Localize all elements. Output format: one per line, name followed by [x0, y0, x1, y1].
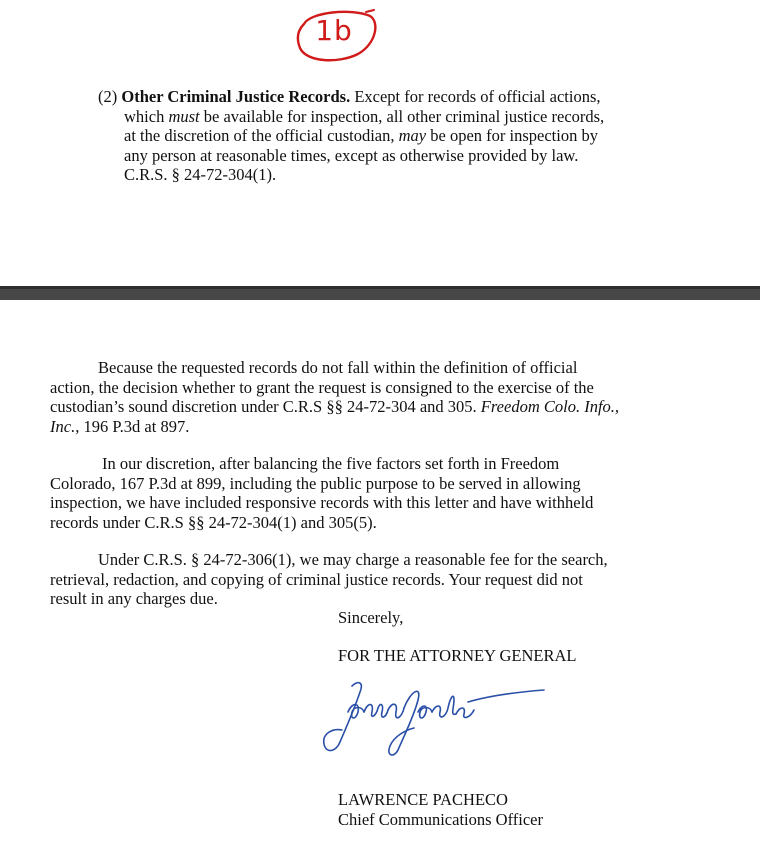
para1-line-2: action, the decision whether to grant the request is consigned to the exercise of the: [50, 377, 594, 397]
para2-line-4: records under C.R.S §§ 24-72-304(1) and 305(5).: [50, 512, 377, 532]
emphasis-must: must: [168, 106, 200, 126]
para2-line-3: inspection, we have included responsive records with this letter and have withheld: [50, 493, 594, 512]
closing-salutation: Sincerely,: [338, 608, 404, 627]
case-citation: Freedom Colo. Info.,: [480, 397, 620, 416]
page-break-divider: [0, 286, 760, 300]
case-citation-cont: Inc.: [50, 416, 76, 436]
document-page-top: [0, 0, 760, 286]
page-marker-label: 1b: [315, 14, 353, 47]
para1-line-1: Because the requested records do not fall within the definition of official: [98, 358, 578, 377]
item-number: (2): [98, 87, 118, 106]
para3-line-2: retrieval, redaction, and copying of criminal justice records. Your request did not: [50, 569, 583, 589]
item-citation: C.R.S. § 24-72-304(1).: [124, 165, 277, 184]
closing-office: FOR THE ATTORNEY GENERAL: [338, 646, 577, 665]
para2-line-2: Colorado, 167 P.3d at 899, including the public purpose to be served in allowing: [50, 473, 581, 493]
signatory-name: LAWRENCE PACHECO: [338, 790, 508, 809]
item-line-3: at the discretion of the official custodian, may be open for inspection by: [124, 126, 598, 145]
item-line-1: [98, 87, 601, 107]
item-line-2: which must be available for inspection, all other criminal justice records,: [124, 106, 605, 126]
para3-line-3: result in any charges due.: [50, 589, 218, 608]
item-heading: Other Criminal Justice Records.: [121, 87, 351, 106]
signatory-title: Chief Communications Officer: [338, 810, 543, 829]
para1-line-4: Inc., 196 P.3d at 897.: [50, 416, 190, 436]
emphasis-may: may: [398, 126, 427, 145]
signature-icon: [318, 672, 548, 762]
para3-line-1: Under C.R.S. § 24-72-306(1), we may charge a reasonable fee for the search,: [98, 550, 608, 569]
item-line-1-text: Except for records of official actions,: [354, 87, 601, 106]
para1-line-3: custodian’s sound discretion under C.R.S §§ 24-72-304 and 305. Freedom Colo. Info.,: [50, 397, 620, 416]
para2-line-1: In our discretion, after balancing the five factors set forth in Freedom: [102, 454, 560, 473]
handwritten-page-marker: [292, 4, 382, 70]
handwritten-signature: [318, 672, 548, 762]
item-line-4: any person at reasonable times, except as otherwise provided by law.: [124, 145, 579, 165]
